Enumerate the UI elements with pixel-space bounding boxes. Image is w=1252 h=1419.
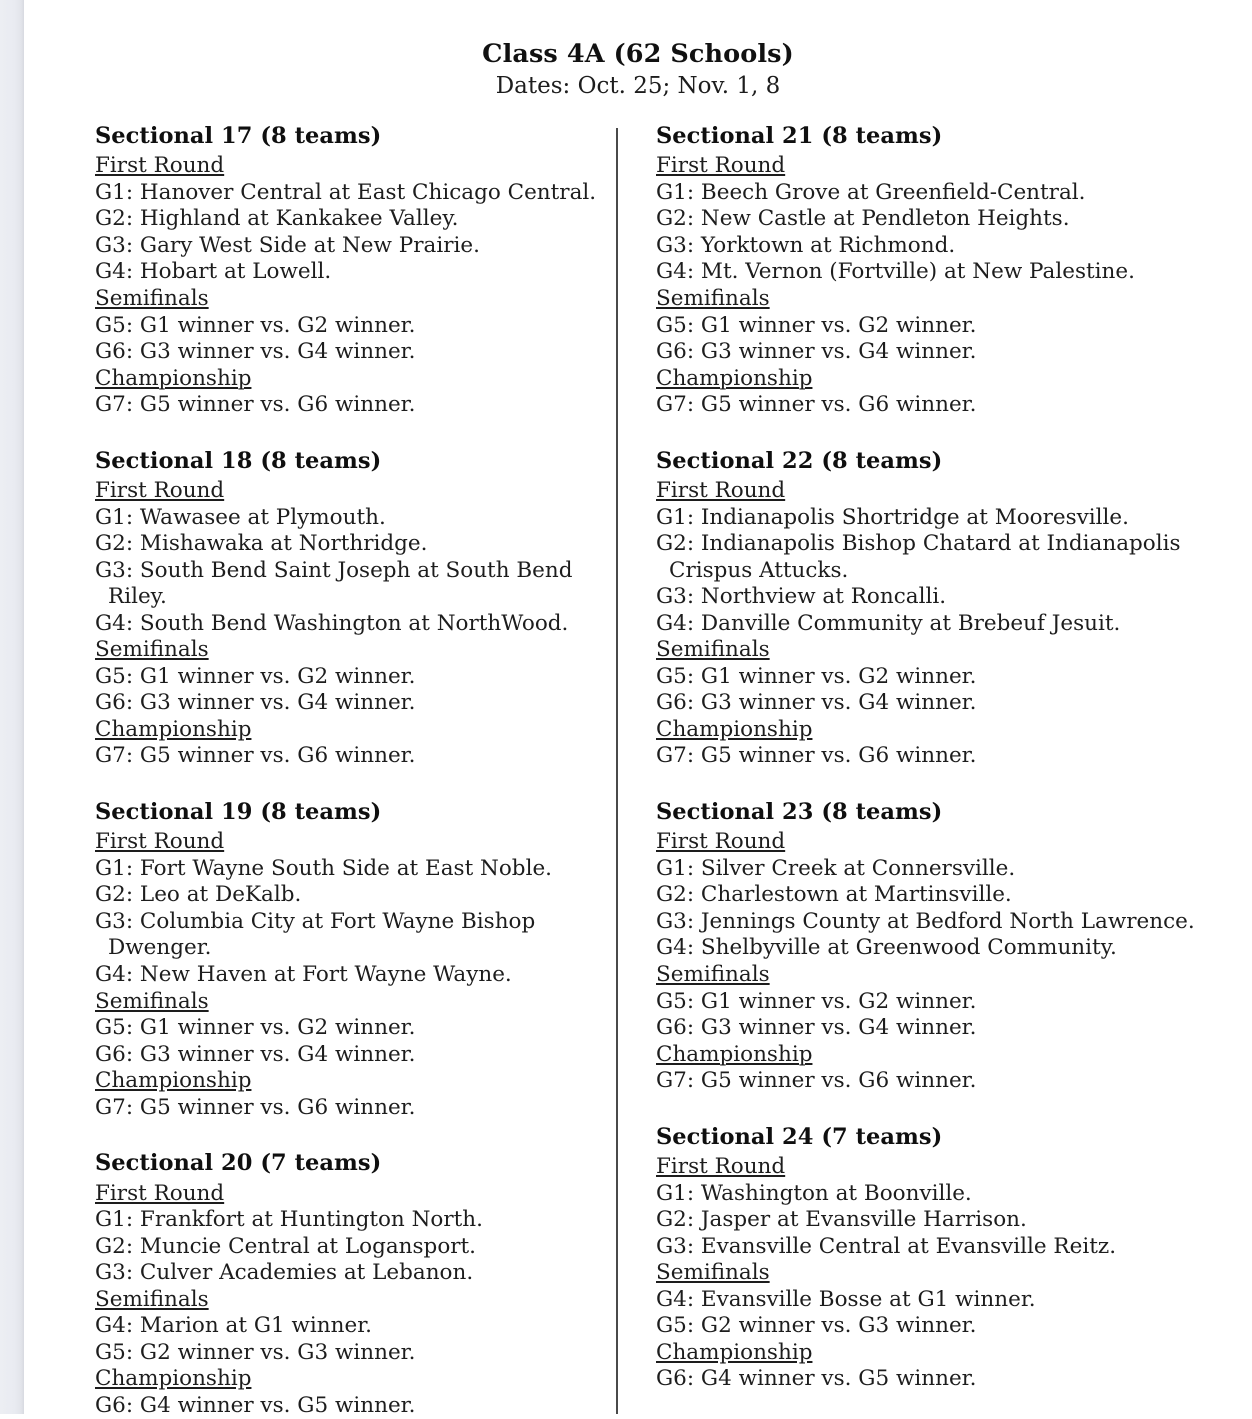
game-line: G5: G1 winner vs. G2 winner. [95, 663, 416, 689]
sectional-block [95, 447, 610, 770]
round-label-semifinals: Semifinals [656, 961, 770, 987]
two-column-body [24, 122, 1252, 1418]
round-label-first-round: First Round [95, 153, 225, 179]
game-line: G6: G3 winner vs. G4 winner. [95, 690, 416, 716]
game-line: G3: South Bend Saint Joseph at South Bend Riley. [95, 557, 573, 610]
round-label-championship: Championship [656, 1339, 813, 1365]
sectional-block [656, 1123, 1204, 1393]
game-line: G3: Yorktown at Richmond. [656, 232, 956, 258]
game-line: G4: Danville Community at Brebeuf Jesuit. [656, 610, 1121, 636]
game-line: G6: G3 winner vs. G4 winner. [95, 1041, 416, 1067]
game-line: G6: G4 winner vs. G5 winner. [95, 1392, 416, 1418]
round-label-championship: Championship [656, 716, 813, 742]
sectional-block [95, 122, 610, 419]
sectional-title: Sectional 20 (7 teams) [95, 1150, 382, 1177]
round-label-semifinals: Semifinals [656, 285, 770, 311]
round-label-championship: Championship [95, 1366, 252, 1392]
game-line: G6: G3 winner vs. G4 winner. [656, 1015, 977, 1041]
round-label-first-round: First Round [656, 1153, 786, 1179]
game-line: G3: Northview at Roncalli. [656, 584, 947, 610]
round-label-first-round: First Round [95, 477, 225, 503]
sectional-title: Sectional 22 (8 teams) [656, 447, 943, 474]
sectional-title: Sectional 23 (8 teams) [656, 798, 943, 825]
game-line: G1: Fort Wayne South Side at East Noble. [95, 855, 553, 881]
game-line: G4: Marion at G1 winner. [95, 1313, 372, 1339]
round-label-semifinals: Semifinals [656, 637, 770, 663]
game-line: G1: Beech Grove at Greenfield-Central. [656, 179, 1086, 205]
round-label-semifinals: Semifinals [656, 1260, 770, 1286]
game-line: G2: Highland at Kankakee Valley. [95, 206, 459, 232]
game-line: G3: Culver Academies at Lebanon. [95, 1260, 474, 1286]
game-line: G6: G3 winner vs. G4 winner. [95, 339, 416, 365]
sectional-title: Sectional 19 (8 teams) [95, 798, 382, 825]
game-line: G5: G1 winner vs. G2 winner. [95, 312, 416, 338]
game-line: G1: Wawasee at Plymouth. [95, 504, 386, 530]
sectional-title: Sectional 24 (7 teams) [656, 1123, 943, 1150]
game-line: G4: South Bend Washington at NorthWood. [95, 610, 569, 636]
right-column [618, 122, 1210, 1393]
game-line: G5: G1 winner vs. G2 winner. [656, 312, 977, 338]
game-line: G1: Indianapolis Shortridge at Mooresville. [656, 504, 1129, 530]
game-line: G3: Columbia City at Fort Wayne Bishop Dwenger. [95, 908, 536, 961]
round-label-championship: Championship [95, 716, 252, 742]
game-line: G6: G4 winner vs. G5 winner. [656, 1366, 977, 1392]
round-label-first-round: First Round [656, 477, 786, 503]
page-edge-gutter [0, 0, 24, 1414]
document-header [24, 0, 1252, 100]
round-label-semifinals: Semifinals [95, 637, 209, 663]
game-line: G2: Muncie Central at Logansport. [95, 1233, 477, 1259]
round-label-semifinals: Semifinals [95, 285, 209, 311]
game-line: G4: Shelbyville at Greenwood Community. [656, 935, 1117, 961]
game-line: G7: G5 winner vs. G6 winner. [95, 392, 416, 418]
game-line: G5: G1 winner vs. G2 winner. [656, 663, 977, 689]
game-line: G3: Gary West Side at New Prairie. [95, 232, 480, 258]
round-label-championship: Championship [656, 365, 813, 391]
page-title: Class 4A (62 Schools) [482, 39, 794, 69]
game-line: G7: G5 winner vs. G6 winner. [656, 392, 977, 418]
game-line: G2: Leo at DeKalb. [95, 882, 302, 908]
game-line: G4: New Haven at Fort Wayne Wayne. [95, 961, 512, 987]
round-label-championship: Championship [95, 1068, 252, 1094]
game-line: G1: Washington at Boonville. [656, 1180, 972, 1206]
sectional-block [656, 798, 1204, 1095]
game-line: G4: Hobart at Lowell. [95, 259, 332, 285]
game-line: G7: G5 winner vs. G6 winner. [95, 1094, 416, 1120]
sectional-title: Sectional 18 (8 teams) [95, 447, 382, 474]
game-line: G3: Jennings County at Bedford North Lawrence. [656, 908, 1195, 934]
game-line: G2: New Castle at Pendleton Heights. [656, 206, 1070, 232]
sectional-block [656, 122, 1204, 419]
game-line: G1: Hanover Central at East Chicago Central. [95, 179, 597, 205]
game-line: G2: Jasper at Evansville Harrison. [656, 1207, 1027, 1233]
game-line: G5: G1 winner vs. G2 winner. [95, 1015, 416, 1041]
round-label-championship: Championship [656, 1041, 813, 1067]
game-line: G7: G5 winner vs. G6 winner. [95, 743, 416, 769]
game-line: G4: Evansville Bosse at G1 winner. [656, 1286, 1036, 1312]
round-label-championship: Championship [95, 365, 252, 391]
round-label-first-round: First Round [95, 1180, 225, 1206]
game-line: G7: G5 winner vs. G6 winner. [656, 743, 977, 769]
page-subtitle-dates: Dates: Oct. 25; Nov. 1, 8 [495, 72, 781, 99]
game-line: G1: Silver Creek at Connersville. [656, 855, 1016, 881]
game-line: G2: Mishawaka at Northridge. [95, 531, 428, 557]
round-label-semifinals: Semifinals [95, 988, 209, 1014]
round-label-first-round: First Round [95, 829, 225, 855]
round-label-semifinals: Semifinals [95, 1286, 209, 1312]
sectional-block [95, 798, 610, 1121]
game-line: G7: G5 winner vs. G6 winner. [656, 1068, 977, 1094]
game-line: G3: Evansville Central at Evansville Reitz. [656, 1233, 1117, 1259]
sectional-block [95, 1149, 610, 1419]
game-line: G2: Charlestown at Martinsville. [656, 882, 1012, 908]
document-page [24, 0, 1252, 1418]
game-line: G6: G3 winner vs. G4 winner. [656, 690, 977, 716]
sectional-title: Sectional 21 (8 teams) [656, 123, 943, 149]
game-line: G6: G3 winner vs. G4 winner. [656, 339, 977, 365]
game-line: G5: G2 winner vs. G3 winner. [656, 1313, 977, 1339]
game-line: G4: Mt. Vernon (Fortville) at New Palestine. [656, 259, 1135, 285]
left-column [24, 122, 616, 1419]
round-label-first-round: First Round [656, 829, 786, 855]
sectional-title: Sectional 17 (8 teams) [95, 123, 382, 149]
game-line: G2: Indianapolis Bishop Chatard at Indianapolis Crispus Attucks. [656, 531, 1181, 583]
round-label-first-round: First Round [656, 153, 786, 179]
game-line: G5: G2 winner vs. G3 winner. [95, 1339, 416, 1365]
game-line: G5: G1 winner vs. G2 winner. [656, 988, 977, 1014]
game-line: G1: Frankfort at Huntington North. [95, 1207, 483, 1233]
sectional-block [656, 447, 1204, 770]
